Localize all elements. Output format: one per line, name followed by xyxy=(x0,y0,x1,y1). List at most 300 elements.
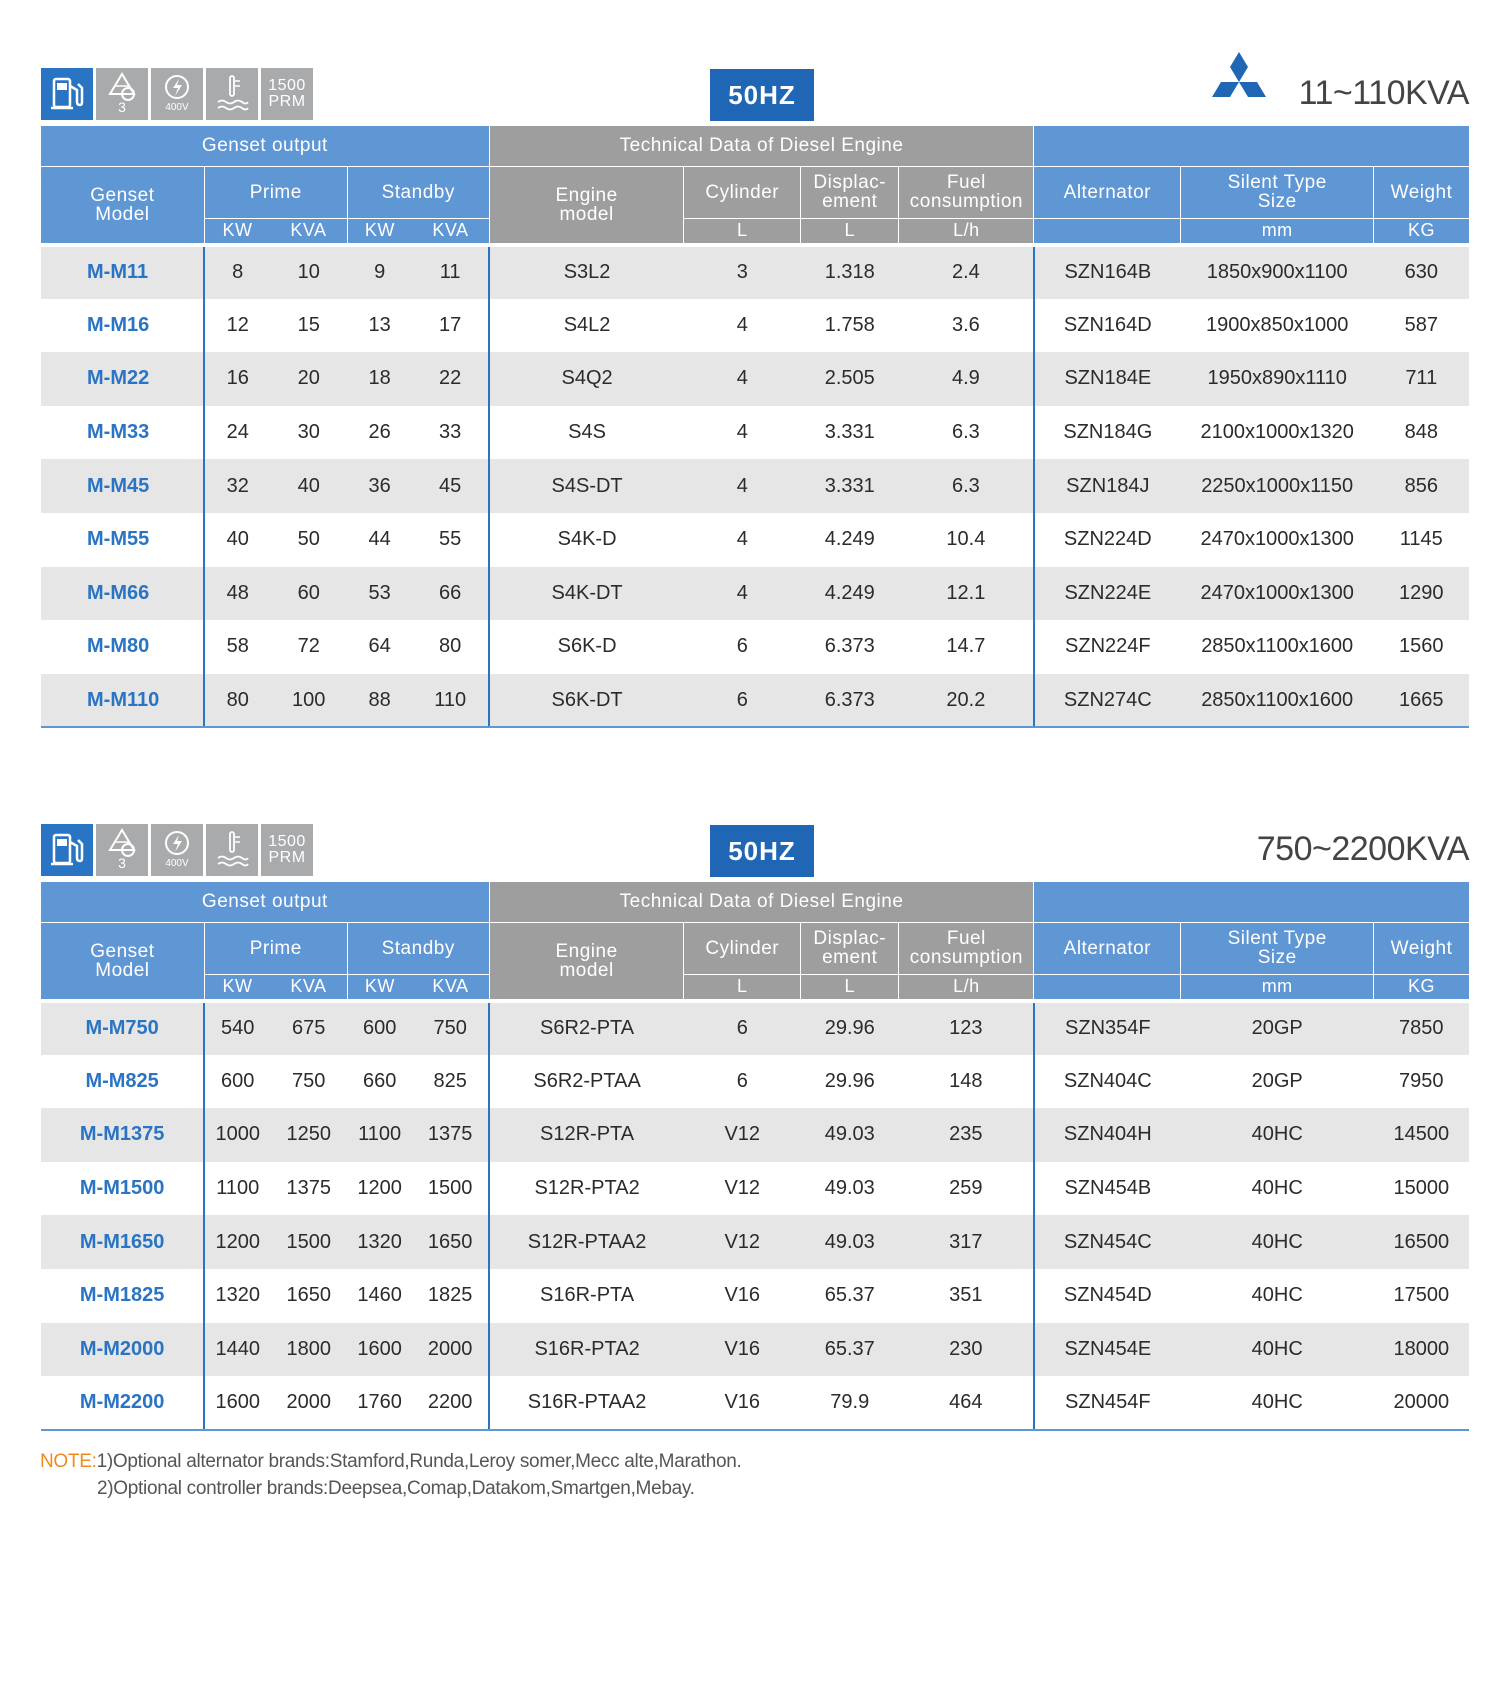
prime-kw-cell: 600 xyxy=(204,1055,270,1109)
weight-cell: 856 xyxy=(1374,459,1469,513)
prime-kw-cell: 1200 xyxy=(204,1215,270,1269)
prime-kw-cell: 1000 xyxy=(204,1108,270,1162)
fuel-consumption-cell: 2.4 xyxy=(899,245,1034,299)
weight-cell: 20000 xyxy=(1374,1376,1469,1430)
silent-size-cell: 40HC xyxy=(1181,1323,1374,1377)
fuel-unit: L/h xyxy=(899,218,1034,245)
silent-size-cell: 20GP xyxy=(1181,1055,1374,1109)
displacement-header-line2: ement xyxy=(822,947,878,968)
blank-header xyxy=(1034,882,1469,922)
cylinder-cell: 6 xyxy=(684,1055,801,1109)
displacement-unit: L xyxy=(801,218,899,245)
engine-model-cell: S12R-PTAA2 xyxy=(489,1215,684,1269)
fuel-consumption-cell: 148 xyxy=(899,1055,1034,1109)
displacement-cell: 29.96 xyxy=(801,1055,899,1109)
weight-cell: 15000 xyxy=(1374,1162,1469,1216)
prime-kw-cell: 8 xyxy=(204,245,270,299)
feature-icons xyxy=(41,68,313,120)
prime-kw-cell: 12 xyxy=(204,299,270,353)
standby-kw-cell: 1200 xyxy=(347,1162,412,1216)
standby-kw-cell: 26 xyxy=(347,406,412,460)
cylinder-cell: V16 xyxy=(684,1376,801,1430)
standby-kva-cell: 2000 xyxy=(412,1323,489,1377)
standby-kva-unit: KVA xyxy=(412,974,489,1001)
table-row xyxy=(41,1215,1469,1269)
fuel-consumption-cell: 20.2 xyxy=(899,674,1034,728)
weight-cell: 1145 xyxy=(1374,513,1469,567)
cylinder-cell: 3 xyxy=(684,245,801,299)
fuel-unit: L/h xyxy=(899,974,1034,1001)
cylinder-cell: V12 xyxy=(684,1162,801,1216)
table-row xyxy=(41,620,1469,674)
table-section-large xyxy=(41,824,1469,1431)
silent-size-header xyxy=(1181,166,1374,218)
model-cell: M-M45 xyxy=(41,459,204,513)
standby-header: Standby xyxy=(347,922,489,974)
standby-kva-cell: 825 xyxy=(412,1055,489,1109)
engine-model-cell: S6K-D xyxy=(489,620,684,674)
model-cell: M-M2200 xyxy=(41,1376,204,1430)
standby-kva-cell: 66 xyxy=(412,567,489,621)
technical-data-header: Technical Data of Diesel Engine xyxy=(489,882,1034,922)
prime-kva-cell: 1500 xyxy=(270,1215,347,1269)
voltage-label: 400V xyxy=(165,102,189,113)
model-cell: M-M33 xyxy=(41,406,204,460)
model-cell: M-M1375 xyxy=(41,1108,204,1162)
standby-kva-unit: KVA xyxy=(412,218,489,245)
model-cell: M-M80 xyxy=(41,620,204,674)
fuel-consumption-cell: 464 xyxy=(899,1376,1034,1430)
cylinder-unit: L xyxy=(684,974,801,1001)
standby-kva-cell: 80 xyxy=(412,620,489,674)
table-row xyxy=(41,1323,1469,1377)
prime-kw-cell: 48 xyxy=(204,567,270,621)
alternator-cell: SZN454E xyxy=(1034,1323,1181,1377)
prime-kva-cell: 1800 xyxy=(270,1323,347,1377)
fuel-header-line1: Fuel xyxy=(946,172,986,193)
voltage-icon xyxy=(151,68,203,120)
fuel-consumption-cell: 235 xyxy=(899,1108,1034,1162)
weight-cell: 17500 xyxy=(1374,1269,1469,1323)
alternator-cell: SZN224E xyxy=(1034,567,1181,621)
engine-model-cell: S16R-PTA xyxy=(489,1269,684,1323)
prime-kva-cell: 15 xyxy=(270,299,347,353)
fuel-consumption-cell: 14.7 xyxy=(899,620,1034,674)
table-row xyxy=(41,245,1469,299)
displacement-header-line1: Displac- xyxy=(813,928,887,949)
weight-cell: 7850 xyxy=(1374,1001,1469,1055)
silent-size-cell: 40HC xyxy=(1181,1269,1374,1323)
alternator-header: Alternator xyxy=(1034,166,1181,218)
fuel-consumption-cell: 230 xyxy=(899,1323,1034,1377)
fuel-consumption-cell: 10.4 xyxy=(899,513,1034,567)
weight-cell: 18000 xyxy=(1374,1323,1469,1377)
cylinder-cell: 4 xyxy=(684,567,801,621)
engine-model-cell: S4S-DT xyxy=(489,459,684,513)
alternator-cell: SZN164B xyxy=(1034,245,1181,299)
standby-kva-cell: 1375 xyxy=(412,1108,489,1162)
engine-model-cell: S4K-DT xyxy=(489,567,684,621)
displacement-cell: 6.373 xyxy=(801,674,899,728)
standby-kva-cell: 33 xyxy=(412,406,489,460)
fuel-consumption-cell: 6.3 xyxy=(899,406,1034,460)
prime-header: Prime xyxy=(204,166,347,218)
standby-kw-unit: KW xyxy=(347,218,412,245)
standby-kw-cell: 1760 xyxy=(347,1376,412,1430)
model-cell: M-M22 xyxy=(41,352,204,406)
table-row xyxy=(41,406,1469,460)
alternator-header: Alternator xyxy=(1034,922,1181,974)
brand-logo-icon xyxy=(1202,50,1276,114)
standby-kva-cell: 45 xyxy=(412,459,489,513)
prime-kva-cell: 30 xyxy=(270,406,347,460)
model-cell: M-M825 xyxy=(41,1055,204,1109)
technical-data-header: Technical Data of Diesel Engine xyxy=(489,126,1034,166)
engine-model-header-line1: Engine xyxy=(555,940,618,962)
standby-kva-cell: 750 xyxy=(412,1001,489,1055)
three-phase-icon xyxy=(96,824,148,876)
engine-model-cell: S12R-PTA2 xyxy=(489,1162,684,1216)
cylinder-cell: 4 xyxy=(684,352,801,406)
table-row xyxy=(41,459,1469,513)
genset-model-header-line2: Model xyxy=(95,203,150,225)
alternator-cell: SZN404C xyxy=(1034,1055,1181,1109)
cylinder-cell: 6 xyxy=(684,674,801,728)
prime-kw-cell: 540 xyxy=(204,1001,270,1055)
silent-size-cell: 40HC xyxy=(1181,1108,1374,1162)
fuel-consumption-cell: 6.3 xyxy=(899,459,1034,513)
silent-size-cell: 2250x1000x1150 xyxy=(1181,459,1374,513)
cylinder-cell: V12 xyxy=(684,1215,801,1269)
silent-header-line1: Silent Type xyxy=(1227,172,1327,193)
standby-kw-cell: 9 xyxy=(347,245,412,299)
prime-kw-cell: 1320 xyxy=(204,1269,270,1323)
prime-kva-cell: 20 xyxy=(270,352,347,406)
size-unit: mm xyxy=(1181,218,1374,245)
alternator-cell: SZN184E xyxy=(1034,352,1181,406)
silent-size-cell: 1900x850x1000 xyxy=(1181,299,1374,353)
model-cell: M-M1650 xyxy=(41,1215,204,1269)
table-row xyxy=(41,513,1469,567)
displacement-unit: L xyxy=(801,974,899,1001)
silent-size-cell: 40HC xyxy=(1181,1376,1374,1430)
alternator-cell: SZN454F xyxy=(1034,1376,1181,1430)
model-cell: M-M66 xyxy=(41,567,204,621)
prime-kva-cell: 1650 xyxy=(270,1269,347,1323)
standby-kva-cell: 1500 xyxy=(412,1162,489,1216)
cylinder-cell: V16 xyxy=(684,1323,801,1377)
fuel-header-line2: consumption xyxy=(909,947,1023,968)
displacement-cell: 3.331 xyxy=(801,406,899,460)
prime-kw-cell: 58 xyxy=(204,620,270,674)
standby-kw-cell: 44 xyxy=(347,513,412,567)
table-row xyxy=(41,299,1469,353)
rpm-icon xyxy=(261,824,313,876)
genset-model-header xyxy=(41,166,204,245)
rpm-unit: PRM xyxy=(268,93,306,110)
displacement-cell: 1.758 xyxy=(801,299,899,353)
prime-header: Prime xyxy=(204,922,347,974)
alternator-cell: SZN354F xyxy=(1034,1001,1181,1055)
cylinder-unit: L xyxy=(684,218,801,245)
alternator-unit xyxy=(1034,974,1181,1001)
engine-model-cell: S4L2 xyxy=(489,299,684,353)
prime-kva-cell: 40 xyxy=(270,459,347,513)
silent-size-cell: 2470x1000x1300 xyxy=(1181,567,1374,621)
cylinder-cell: 6 xyxy=(684,1001,801,1055)
prime-kw-cell: 24 xyxy=(204,406,270,460)
table-row xyxy=(41,567,1469,621)
prime-kva-cell: 1250 xyxy=(270,1108,347,1162)
fuel-consumption-header xyxy=(899,166,1034,218)
engine-model-cell: S3L2 xyxy=(489,245,684,299)
standby-kw-cell: 600 xyxy=(347,1001,412,1055)
engine-model-cell: S6K-DT xyxy=(489,674,684,728)
fuel-consumption-cell: 12.1 xyxy=(899,567,1034,621)
voltage-label: 400V xyxy=(165,858,189,869)
standby-kw-cell: 64 xyxy=(347,620,412,674)
displacement-cell: 49.03 xyxy=(801,1215,899,1269)
alternator-cell: SZN224D xyxy=(1034,513,1181,567)
prime-kva-cell: 100 xyxy=(270,674,347,728)
model-cell: M-M55 xyxy=(41,513,204,567)
silent-size-cell: 20GP xyxy=(1181,1001,1374,1055)
alternator-cell: SZN184G xyxy=(1034,406,1181,460)
silent-size-cell: 2850x1100x1600 xyxy=(1181,620,1374,674)
table-row xyxy=(41,674,1469,728)
table-row xyxy=(41,1108,1469,1162)
alternator-cell: SZN454C xyxy=(1034,1215,1181,1269)
standby-kw-cell: 660 xyxy=(347,1055,412,1109)
genset-output-header: Genset output xyxy=(41,126,489,166)
displacement-cell: 4.249 xyxy=(801,513,899,567)
cylinder-cell: 4 xyxy=(684,513,801,567)
genset-model-header xyxy=(41,922,204,1001)
kva-range: 750~2200KVA xyxy=(1256,830,1469,868)
cylinder-cell: V12 xyxy=(684,1108,801,1162)
displacement-cell: 65.37 xyxy=(801,1269,899,1323)
displacement-cell: 49.03 xyxy=(801,1108,899,1162)
cylinder-cell: V16 xyxy=(684,1269,801,1323)
silent-size-cell: 40HC xyxy=(1181,1162,1374,1216)
fuel-consumption-cell: 4.9 xyxy=(899,352,1034,406)
displacement-header xyxy=(801,166,899,218)
standby-kva-cell: 11 xyxy=(412,245,489,299)
standby-kw-cell: 36 xyxy=(347,459,412,513)
fuel-pump-icon xyxy=(41,68,93,120)
three-phase-icon xyxy=(96,68,148,120)
displacement-header-line2: ement xyxy=(822,191,878,212)
engine-model-header-line2: model xyxy=(559,959,614,981)
fuel-consumption-cell: 259 xyxy=(899,1162,1034,1216)
weight-unit: KG xyxy=(1374,218,1469,245)
engine-model-cell: S6R2-PTA xyxy=(489,1001,684,1055)
standby-kw-cell: 1600 xyxy=(347,1323,412,1377)
frequency-badge: 50HZ xyxy=(710,69,814,121)
prime-kw-cell: 80 xyxy=(204,674,270,728)
weight-cell: 711 xyxy=(1374,352,1469,406)
model-cell: M-M11 xyxy=(41,245,204,299)
fuel-consumption-cell: 317 xyxy=(899,1215,1034,1269)
fuel-consumption-header xyxy=(899,922,1034,974)
prime-kva-cell: 2000 xyxy=(270,1376,347,1430)
table-row xyxy=(41,1001,1469,1055)
weight-cell: 848 xyxy=(1374,406,1469,460)
table-row xyxy=(41,1269,1469,1323)
note-line-2: 2)Optional controller brands:Deepsea,Comap,Datakom,Smartgen,Mebay. xyxy=(97,1478,695,1499)
displacement-cell: 29.96 xyxy=(801,1001,899,1055)
standby-kw-cell: 1100 xyxy=(347,1108,412,1162)
alternator-cell: SZN274C xyxy=(1034,674,1181,728)
engine-model-cell: S12R-PTA xyxy=(489,1108,684,1162)
note-label: NOTE: xyxy=(40,1451,97,1472)
displacement-cell: 1.318 xyxy=(801,245,899,299)
prime-kva-unit: KVA xyxy=(270,974,347,1001)
table-row xyxy=(41,1376,1469,1430)
standby-header: Standby xyxy=(347,166,489,218)
silent-size-cell: 1950x890x1110 xyxy=(1181,352,1374,406)
prime-kva-cell: 675 xyxy=(270,1001,347,1055)
note-text-1: 1)Optional alternator brands:Stamford,Runda,Leroy somer,Mecc alte,Marathon. xyxy=(96,1451,742,1472)
prime-kva-cell: 60 xyxy=(270,567,347,621)
cylinder-cell: 4 xyxy=(684,459,801,513)
fuel-pump-icon xyxy=(41,824,93,876)
model-cell: M-M1825 xyxy=(41,1269,204,1323)
silent-size-cell: 2470x1000x1300 xyxy=(1181,513,1374,567)
fuel-consumption-cell: 123 xyxy=(899,1001,1034,1055)
alternator-cell: SZN454D xyxy=(1034,1269,1181,1323)
standby-kw-cell: 88 xyxy=(347,674,412,728)
cylinder-header: Cylinder xyxy=(684,166,801,218)
standby-kva-cell: 1650 xyxy=(412,1215,489,1269)
weight-cell: 7950 xyxy=(1374,1055,1469,1109)
frequency-badge: 50HZ xyxy=(710,825,814,877)
displacement-cell: 79.9 xyxy=(801,1376,899,1430)
weight-cell: 587 xyxy=(1374,299,1469,353)
standby-kw-cell: 18 xyxy=(347,352,412,406)
displacement-cell: 3.331 xyxy=(801,459,899,513)
table-row xyxy=(41,1055,1469,1109)
displacement-cell: 65.37 xyxy=(801,1323,899,1377)
water-cooling-icon xyxy=(206,68,258,120)
engine-model-header-line2: model xyxy=(559,203,614,225)
silent-size-cell: 2850x1100x1600 xyxy=(1181,674,1374,728)
displacement-header-line1: Displac- xyxy=(813,172,887,193)
table-section-small xyxy=(41,68,1469,728)
spec-table-body xyxy=(41,245,1469,727)
displacement-header xyxy=(801,922,899,974)
standby-kva-cell: 55 xyxy=(412,513,489,567)
silent-header-line2: Size xyxy=(1257,191,1297,212)
prime-kw-unit: KW xyxy=(204,218,270,245)
model-cell: M-M2000 xyxy=(41,1323,204,1377)
standby-kw-cell: 13 xyxy=(347,299,412,353)
fuel-header-line1: Fuel xyxy=(946,928,986,949)
water-cooling-icon xyxy=(206,824,258,876)
standby-kva-cell: 110 xyxy=(412,674,489,728)
fuel-consumption-cell: 3.6 xyxy=(899,299,1034,353)
table-row xyxy=(41,352,1469,406)
displacement-cell: 49.03 xyxy=(801,1162,899,1216)
engine-model-cell: S16R-PTAA2 xyxy=(489,1376,684,1430)
genset-model-header-line1: Genset xyxy=(90,184,155,206)
alternator-cell: SZN224F xyxy=(1034,620,1181,674)
spec-table xyxy=(41,882,1469,1431)
standby-kw-cell: 1460 xyxy=(347,1269,412,1323)
alternator-unit xyxy=(1034,218,1181,245)
engine-model-cell: S16R-PTA2 xyxy=(489,1323,684,1377)
voltage-icon xyxy=(151,824,203,876)
prime-kva-unit: KVA xyxy=(270,218,347,245)
rpm-icon xyxy=(261,68,313,120)
silent-header-line1: Silent Type xyxy=(1227,928,1327,949)
cylinder-cell: 4 xyxy=(684,406,801,460)
fuel-header-line2: consumption xyxy=(909,191,1023,212)
silent-size-cell: 40HC xyxy=(1181,1215,1374,1269)
prime-kw-unit: KW xyxy=(204,974,270,1001)
displacement-cell: 2.505 xyxy=(801,352,899,406)
engine-model-cell: S6R2-PTAA xyxy=(489,1055,684,1109)
prime-kw-cell: 1100 xyxy=(204,1162,270,1216)
cylinder-header: Cylinder xyxy=(684,922,801,974)
standby-kw-cell: 53 xyxy=(347,567,412,621)
cylinder-cell: 6 xyxy=(684,620,801,674)
weight-cell: 630 xyxy=(1374,245,1469,299)
size-unit: mm xyxy=(1181,974,1374,1001)
silent-header-line2: Size xyxy=(1257,947,1297,968)
prime-kw-cell: 40 xyxy=(204,513,270,567)
blank-header xyxy=(1034,126,1469,166)
prime-kw-cell: 1600 xyxy=(204,1376,270,1430)
prime-kva-cell: 50 xyxy=(270,513,347,567)
alternator-cell: SZN184J xyxy=(1034,459,1181,513)
standby-kw-unit: KW xyxy=(347,974,412,1001)
weight-header: Weight xyxy=(1374,922,1469,974)
rpm-value: 1500 xyxy=(268,77,306,94)
note-line-1 xyxy=(40,1448,742,1475)
engine-model-header xyxy=(489,166,684,245)
weight-cell: 14500 xyxy=(1374,1108,1469,1162)
kva-range: 11~110KVA xyxy=(1298,74,1469,112)
displacement-cell: 6.373 xyxy=(801,620,899,674)
feature-icons xyxy=(41,824,313,876)
weight-cell: 1290 xyxy=(1374,567,1469,621)
weight-cell: 1665 xyxy=(1374,674,1469,728)
weight-unit: KG xyxy=(1374,974,1469,1001)
standby-kva-cell: 17 xyxy=(412,299,489,353)
genset-model-header-line2: Model xyxy=(95,959,150,981)
spec-table xyxy=(41,126,1469,728)
table-row xyxy=(41,1162,1469,1216)
genset-model-header-line1: Genset xyxy=(90,940,155,962)
silent-size-cell: 2100x1000x1320 xyxy=(1181,406,1374,460)
section-topbar xyxy=(41,824,1469,882)
alternator-cell: SZN404H xyxy=(1034,1108,1181,1162)
notes xyxy=(40,1448,742,1502)
fuel-consumption-cell: 351 xyxy=(899,1269,1034,1323)
standby-kva-cell: 1825 xyxy=(412,1269,489,1323)
engine-model-header-line1: Engine xyxy=(555,184,618,206)
model-cell: M-M16 xyxy=(41,299,204,353)
alternator-cell: SZN454B xyxy=(1034,1162,1181,1216)
genset-output-header: Genset output xyxy=(41,882,489,922)
displacement-cell: 4.249 xyxy=(801,567,899,621)
prime-kva-cell: 10 xyxy=(270,245,347,299)
rpm-value: 1500 xyxy=(268,833,306,850)
engine-model-header xyxy=(489,922,684,1001)
weight-header: Weight xyxy=(1374,166,1469,218)
prime-kva-cell: 1375 xyxy=(270,1162,347,1216)
